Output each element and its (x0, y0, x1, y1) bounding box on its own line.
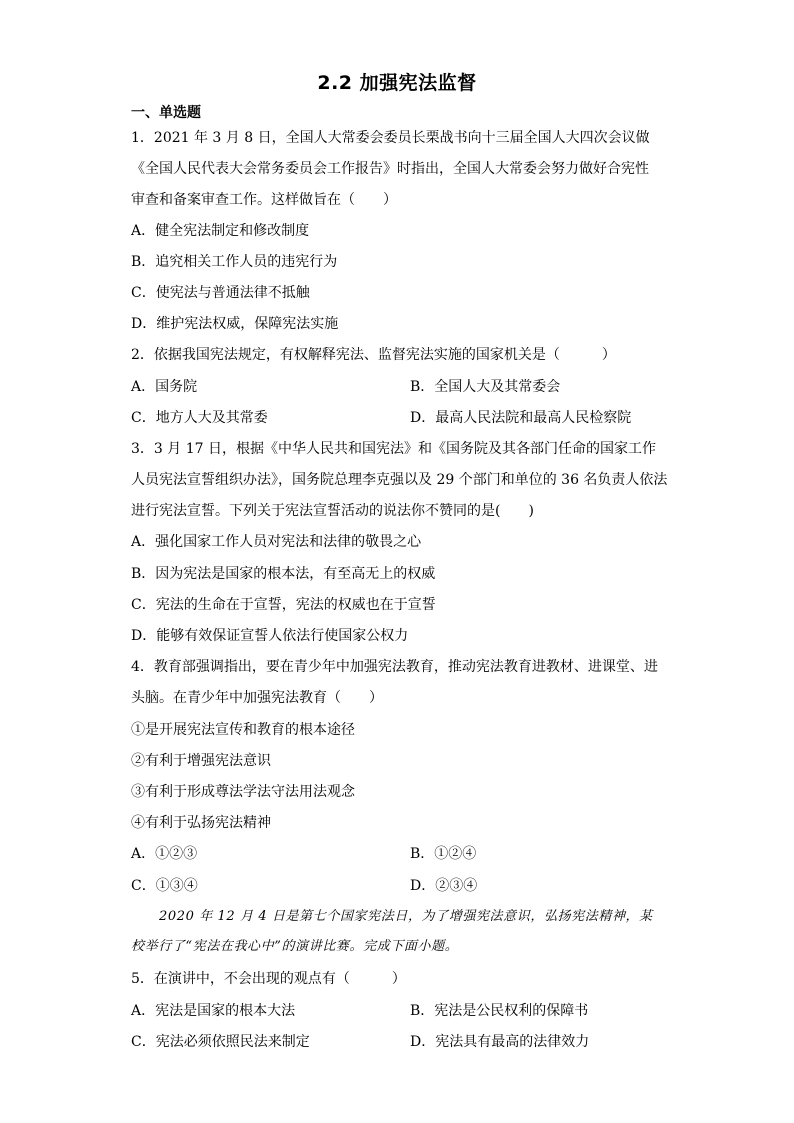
question-2-option-b: B．全国人大及其常委会 (410, 379, 561, 395)
question-4-stem-line-1: 4．教育部强调指出，要在青少年中加强宪法教育，推动宪法教育进教材、进课堂、进 (131, 659, 658, 675)
question-5-option-c: C．宪法必须依照民法来制定 (131, 1034, 310, 1050)
question-5-option-a: A．宪法是国家的根本大法 (131, 1003, 296, 1019)
question-2-option-c: C．地方人大及其常委 (131, 410, 268, 426)
question-4-option-b: B．①②④ (410, 846, 477, 862)
question-4-option-a: A．①②③ (131, 846, 198, 862)
question-3-option-d: D．能够有效保证宣誓人依法行使国家公权力 (131, 628, 409, 644)
question-1-option-a: A．健全宪法制定和修改制度 (131, 223, 310, 239)
question-3-option-a: A．强化国家工作人员对宪法和法律的敬畏之心 (131, 534, 422, 550)
question-3-stem-line-2: 人员宪法宣誓组织办法》，国务院总理李克强以及 29 个部门和单位的 36 名负责人依法 (131, 472, 668, 488)
question-1-stem-line-3: 审查和备案审查工作。这样做旨在（ ） (131, 192, 397, 208)
question-3-stem-line-1: 3．3 月 17 日，根据《中华人民共和国宪法》和《国务院及其各部门任命的国家工作 (131, 441, 656, 457)
question-5-option-b: B．宪法是公民权利的保障书 (410, 1003, 589, 1019)
question-1-stem-line-1: 1．2021 年 3 月 8 日，全国人大常委会委员长栗战书向十三届全国人大四次会议做 (131, 130, 650, 146)
question-3-stem-line-3: 进行宪法宣誓。下列关于宪法宣誓活动的说法你不赞同的是( ) (131, 503, 534, 519)
question-4-option-c: C．①③④ (131, 878, 198, 894)
question-4-statement-4: ④有利于弘扬宪法精神 (131, 815, 271, 831)
question-2-option-a: A．国务院 (131, 379, 198, 395)
question-1-option-c: C．使宪法与普通法律不抵触 (131, 285, 310, 301)
section-heading: 一、单选题 (131, 105, 201, 121)
question-4-statement-3: ③有利于形成尊法学法守法用法观念 (131, 784, 355, 800)
question-4-stem-line-2: 头脑。在青少年中加强宪法教育（ ） (131, 690, 383, 706)
question-4-option-d: D．②③④ (410, 878, 478, 894)
passage-line-1: 2020 年 12 月 4 日是第七个国家宪法日，为了增强宪法意识，弘扬宪法精神，某 (159, 909, 653, 924)
question-4-statement-2: ②有利于增强宪法意识 (131, 753, 271, 769)
question-5-option-d: D．宪法具有最高的法律效力 (410, 1034, 590, 1050)
question-5-stem: 5．在演讲中，不会出现的观点有（ ） (131, 971, 406, 987)
question-1-option-b: B．追究相关工作人员的违宪行为 (131, 254, 338, 270)
question-3-option-c: C．宪法的生命在于宣誓，宪法的权威也在于宣誓 (131, 597, 436, 613)
passage-line-2: 校举行了“宪法在我心中”的演讲比赛。完成下面小题。 (131, 939, 459, 954)
question-3-option-b: B．因为宪法是国家的根本法，有至高无上的权威 (131, 566, 436, 582)
page-title: 2.2 加强宪法监督 (317, 72, 477, 94)
question-2-option-d: D．最高人民法院和最高人民检察院 (410, 410, 632, 426)
question-4-statement-1: ①是开展宪法宣传和教育的根本途径 (131, 722, 355, 738)
question-1-option-d: D．维护宪法权威，保障宪法实施 (131, 316, 339, 332)
question-1-stem-line-2: 《全国人民代表大会常务委员会工作报告》时指出，全国人大常委会努力做好合宪性 (131, 161, 649, 177)
question-2-stem: 2．依据我国宪法规定，有权解释宪法、监督宪法实施的国家机关是（ ） (131, 347, 616, 363)
